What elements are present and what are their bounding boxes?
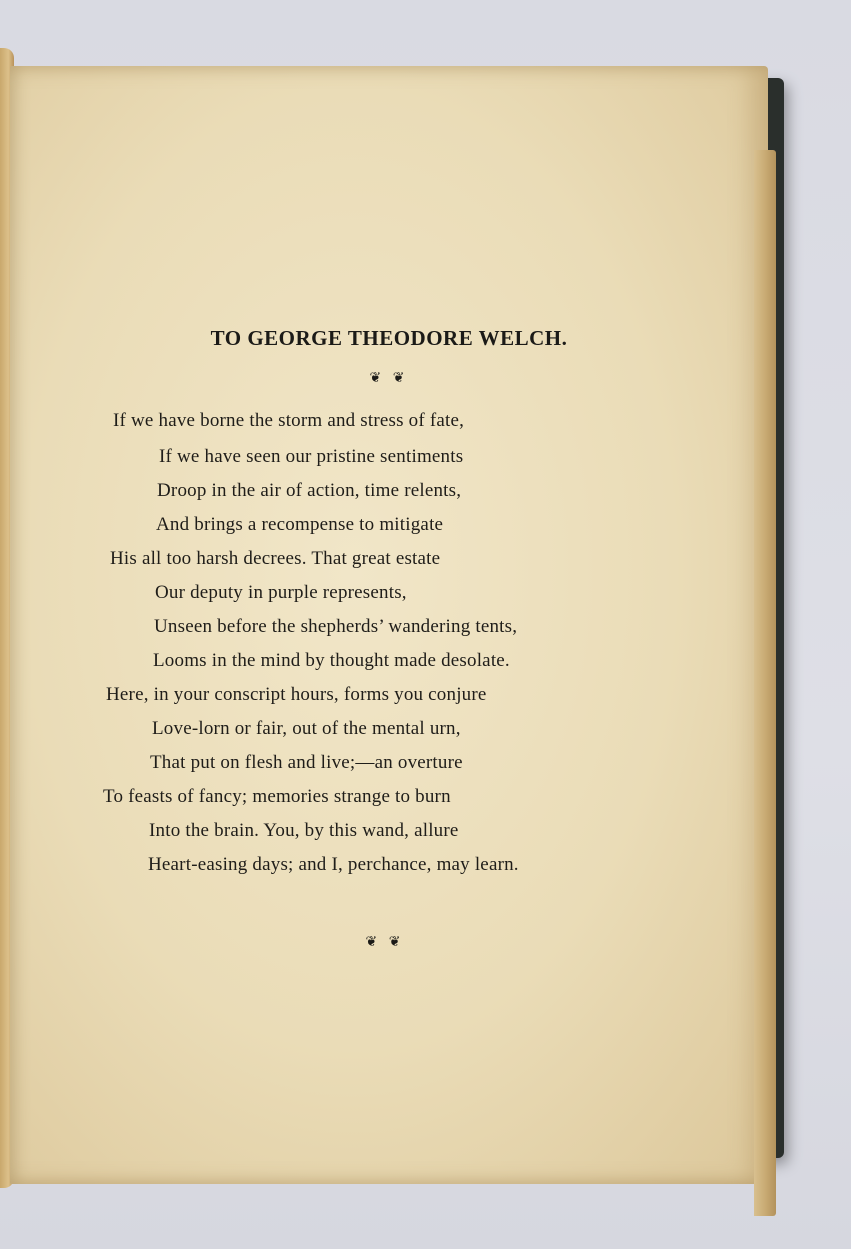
poem-line-8: Looms in the mind by thought made desolate. [153, 650, 510, 671]
poem-line-10: Love-lorn or fair, out of the mental urn, [152, 718, 461, 739]
poem-line-5: His all too harsh decrees. That great estate [110, 548, 441, 569]
poem-line-11: That put on flesh and live;—an overture [150, 752, 463, 773]
poem-line-13: Into the brain. You, by this wand, allure [149, 820, 459, 841]
poem-line-3: Droop in the air of action, time relents, [157, 480, 462, 501]
poem [10, 66, 768, 1184]
poem-line-9: Here, in your conscript hours, forms you conjure [106, 684, 487, 705]
poem-line-12: To feasts of fancy; memories strange to burn [103, 786, 451, 807]
poem-line-4: And brings a recompense to mitigate [156, 514, 444, 535]
dedication-title: TO GEORGE THEODORE WELCH. [210, 326, 568, 350]
ornament-top: ❦ ❦ [369, 371, 409, 386]
poem-line-2: If we have seen our pristine sentiments [159, 446, 464, 467]
poem-line-14: Heart-easing days; and I, perchance, may learn. [148, 854, 519, 875]
poem-line-1: If we have borne the storm and stress of fate, [113, 410, 465, 431]
book-page [10, 66, 768, 1184]
poem-line-7: Unseen before the shepherds’ wandering tents, [154, 616, 518, 637]
ornament-bottom: ❦ ❦ [365, 935, 405, 950]
poem-line-6: Our deputy in purple represents, [155, 582, 407, 603]
